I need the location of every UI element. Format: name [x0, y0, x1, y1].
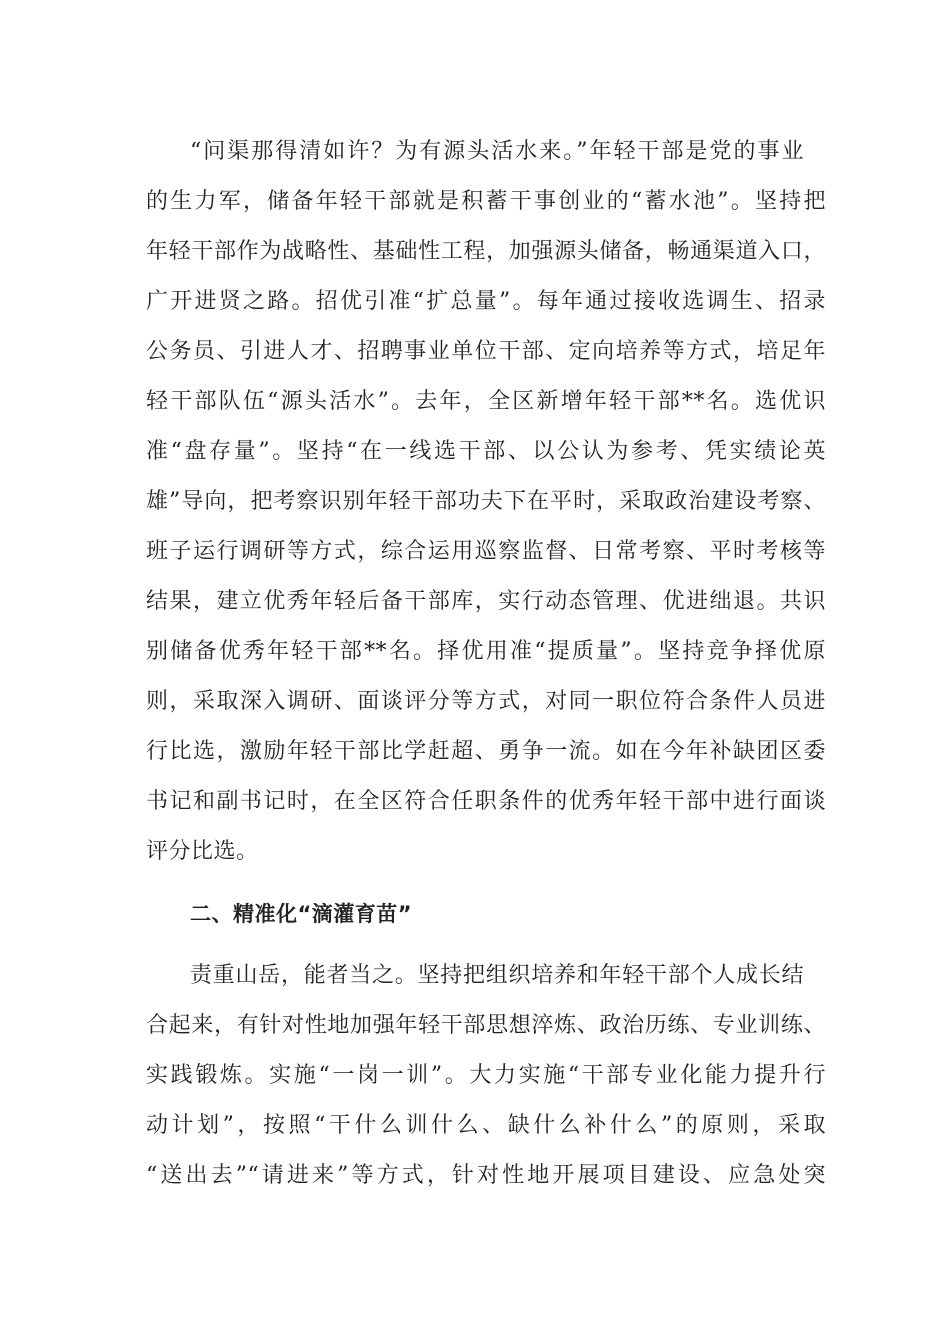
paragraph-1-line-10: 结果，建立优秀年轻后备干部库，实行动态管理、优进绌退。共识 — [146, 589, 826, 614]
paragraph-2-line-1: 责重山岳，能者当之。坚持把组织培养和年轻干部个人成长结 — [190, 963, 804, 988]
paragraph-1-line-15: 评分比选。 — [146, 839, 259, 864]
section-heading: 二、精准化“滴灌育苗” — [190, 902, 413, 926]
paragraph-1-line-4: 广开进贤之路。招优引准“扩总量”。每年通过接收选调生、招录 — [146, 289, 826, 314]
paragraph-1-line-3: 年轻干部作为战略性、基础性工程，加强源头储备，畅通渠道入口， — [146, 239, 826, 264]
paragraph-1-line-5: 公务员、引进人才、招聘事业单位干部、定向培养等方式，培足年 — [146, 339, 826, 364]
paragraph-1-line-9: 班子运行调研等方式，综合运用巡察监督、日常考察、平时考核等 — [146, 539, 826, 564]
paragraph-1-line-8: 雄”导向，把考察识别年轻干部功夫下在平时，采取政治建设考察、 — [146, 489, 826, 514]
paragraph-1-line-7: 准“盘存量”。坚持“在一线选干部、以公认为参考、凭实绩论英 — [146, 439, 826, 464]
paragraph-2-line-3: 实践锻炼。实施“一岗一训”。大力实施“干部专业化能力提升行 — [146, 1063, 826, 1088]
paragraph-2-line-2: 合起来，有针对性地加强年轻干部思想淬炼、政治历练、专业训练、 — [146, 1013, 826, 1038]
paragraph-2-line-4: 动计划”，按照“干什么训什么、缺什么补什么”的原则，采取 — [146, 1113, 826, 1138]
paragraph-1-line-11: 别储备优秀年轻干部**名。择优用准“提质量”。坚持竞争择优原 — [146, 639, 826, 664]
paragraph-1-line-1: “问渠那得清如许？为有源头活水来。”年轻干部是党的事业 — [190, 139, 804, 164]
paragraph-1-line-2: 的生力军，储备年轻干部就是积蓄干事创业的“蓄水池”。坚持把 — [146, 189, 826, 214]
paragraph-1-line-14: 书记和副书记时，在全区符合任职条件的优秀年轻干部中进行面谈 — [146, 789, 826, 814]
paragraph-1-line-13: 行比选，激励年轻干部比学赶超、勇争一流。如在今年补缺团区委 — [146, 739, 826, 764]
paragraph-2-line-5: “送出去”“请进来”等方式，针对性地开展项目建设、应急处突 — [146, 1163, 826, 1188]
paragraph-1-line-12: 则，采取深入调研、面谈评分等方式，对同一职位符合条件人员进 — [146, 689, 826, 714]
paragraph-1-line-6: 轻干部队伍“源头活水”。去年，全区新增年轻干部**名。选优识 — [146, 389, 826, 414]
